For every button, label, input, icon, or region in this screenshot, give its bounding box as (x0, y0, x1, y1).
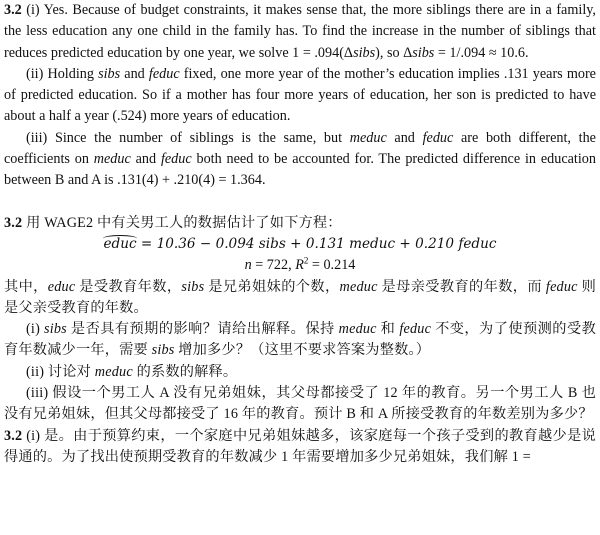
equation-stats: n = 722, $R^2 = 0.214$ (244, 255, 356, 274)
question-i: (i) sibs 是否具有预期的影响？请给出解释。保持 meduc 和 feduc 不变，为了使预测的受教育年数减少一年，需要 sibs 增加多少？（这里不要求答案为整数。） (4, 321, 596, 359)
problem-intro: 3.2 用 WAGE2 中有关男工人的数据估计了如下方程： (4, 214, 342, 231)
question-ii: (ii) 讨论对 meduc 的系数的解释。 (26, 363, 238, 380)
answer-iii-paragraph: (iii) Since the number of siblings is the same, but meduc and feduc are both different, the coefficients on meduc and feduc both need to be accounted for. The predicted difference in education between B and A is .131(4) + .210(4) = 1.364. (4, 129, 596, 189)
regression-equation: educ = 10.36 − 0.094 sibs + 0.131 meduc + 0.210 feduc (4, 234, 596, 255)
problem-number: 3.2 (4, 214, 23, 231)
section-spacer (4, 192, 596, 213)
answer-i-paragraph: 3.2 (i) Yes. Because of budget constraints, it makes sense that, the more siblings there are in a family, the less education any one child in the family has. To find the increase in the number of siblings that reduces predicted education by one year, we solve 1 = .094(Δsibs), so Δsibs = 1/.094 ≈ 10.6. (4, 2, 596, 61)
answer-ii-paragraph: (ii) Holding sibs and feduc fixed, one more year of the mother’s education implies .131 years more of predicted education. So if a mother has four more years of education, her son is predicted to have about a half a year (.524) more years of education. (4, 65, 596, 125)
answer-cn-paragraph: 3.2 (i) 是。由于预算约束，一个家庭中兄弟姐妹越多，该家庭每一个孩子受到的教育越少是说得通的。为了找出使预期受教育的年数减少 1 年需要增加多少兄弟姐妹，我们解 1 = (4, 427, 596, 465)
problem-number: 3.2 (4, 2, 22, 18)
problem-number: 3.2 (4, 427, 23, 444)
educ-hat: educ (103, 234, 136, 255)
question-iii: (iii) 假设一个男工人 A 没有兄弟姐妹，其父母都接受了 12 年的教育。另一个男工人 B 也没有兄弟姐妹，但其父母都接受了 16 年的教育。预计 B 和 A 所接受教育的年数差别为多少？ (4, 385, 596, 423)
variable-definitions: 其中，educ 是受教育年数，sibs 是兄弟姐妹的个数，meduc 是母亲受教育的年数，而 feduc 则是父亲受教育的年数。 (4, 278, 596, 316)
